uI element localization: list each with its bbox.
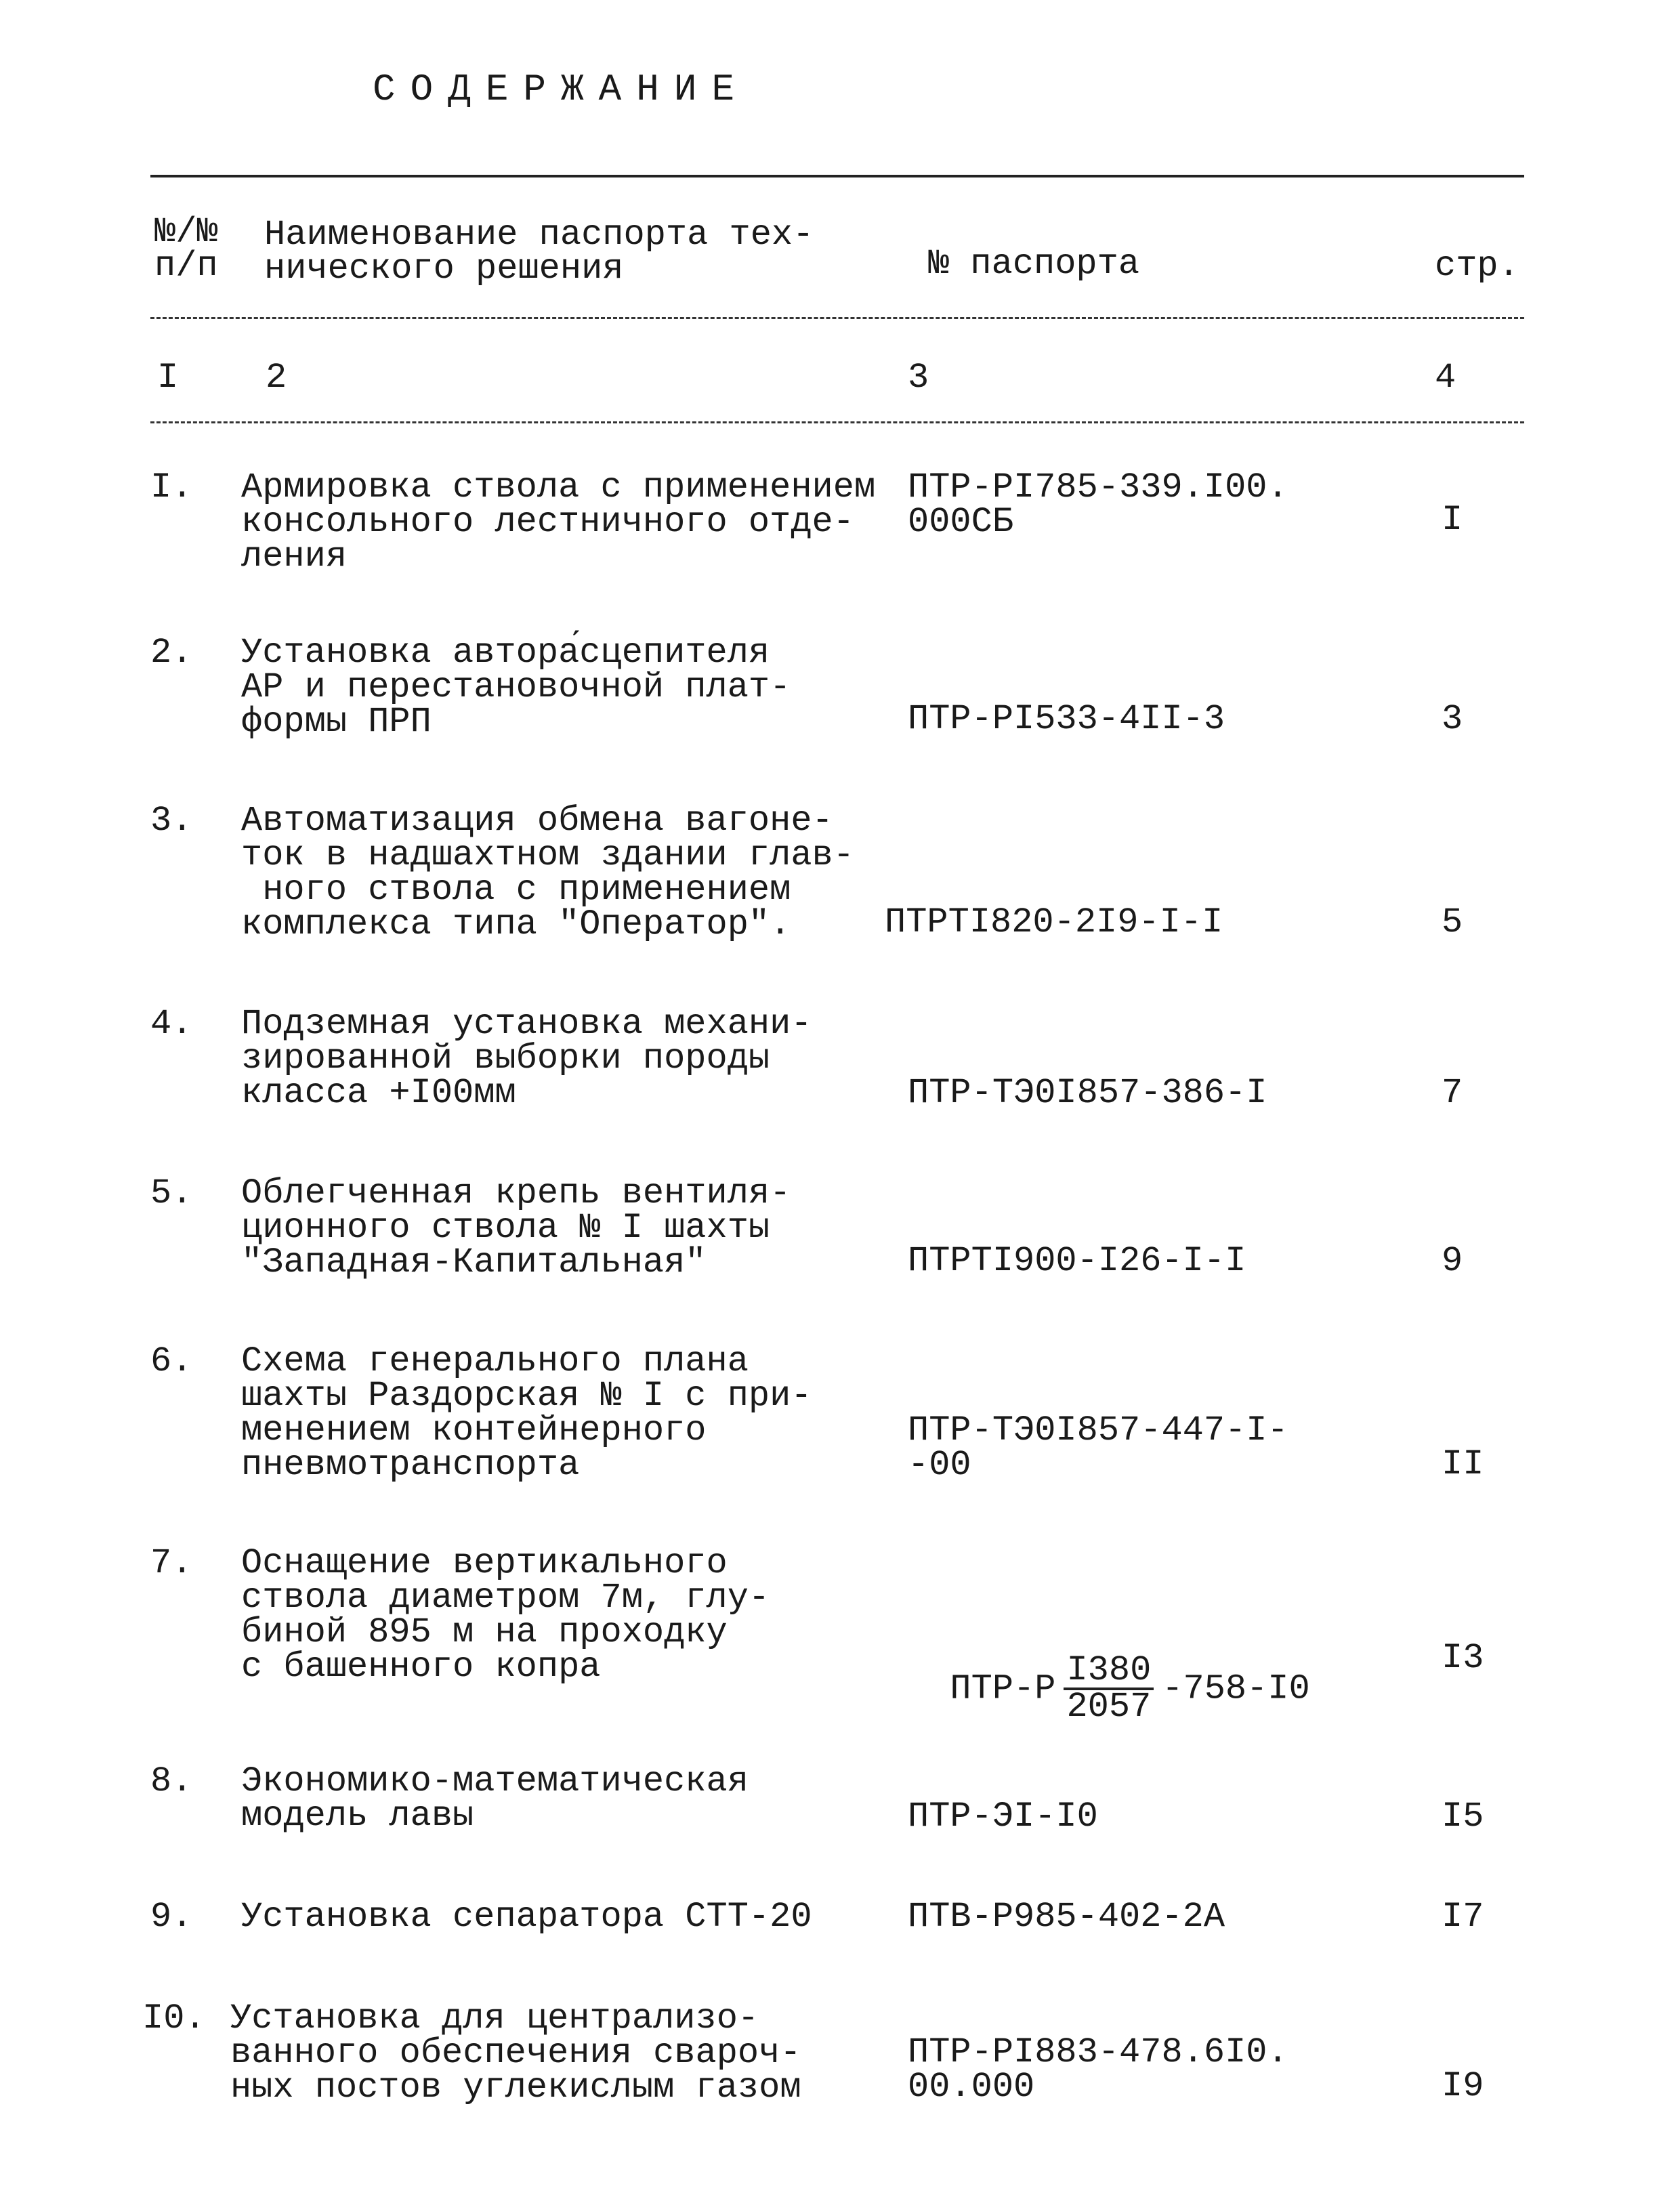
column-number-1: I: [157, 358, 179, 398]
entry-7-name: Оснащение вертикального ствола диаметром 7м, глу- биной 895 м на проходку с башенного копра: [241, 1543, 770, 1687]
entry-6-page: II: [1442, 1444, 1484, 1484]
entry-2-num: 2.: [150, 633, 193, 673]
entry-3-name: Автоматизация обмена вагоне- ток в надшахтном здании глав- ного ствола с применением комплекса типа "Оператор".: [241, 801, 854, 944]
column-number-2: 2: [266, 358, 287, 398]
entry-7-page: I3: [1442, 1638, 1484, 1678]
entry-8-passport: ПТР-ЭI-I0: [908, 1797, 1098, 1837]
entry-4-passport: ПТР-ТЭ0I857-386-I: [908, 1073, 1267, 1113]
entry-6-num: 6.: [150, 1341, 193, 1381]
entry-9-name: Установка сепаратора СТТ-20: [241, 1897, 812, 1937]
entry-1-page: I: [1442, 500, 1463, 540]
entry-9-passport: ПТВ-Р985-402-2А: [908, 1897, 1225, 1937]
entry-5-passport: ПТРТI900-I26-I-I: [908, 1241, 1246, 1281]
header-name: Наименование паспорта тех- нического решения: [264, 215, 814, 289]
entry-1-passport: ПТР-РI785-339.I00. 000СБ: [908, 467, 1288, 542]
entry-7-passport: [908, 1619, 1310, 1727]
entry-10-name: Установка для централизо- ванного обеспечения свароч- ных постов углекислым газом: [230, 1998, 801, 2108]
entry-5-page: 9: [1442, 1241, 1463, 1281]
header-rule: [150, 317, 1524, 319]
entry-3-page: 5: [1442, 902, 1463, 942]
entry-4-page: 7: [1442, 1073, 1463, 1113]
entry-2-page: 3: [1442, 699, 1463, 739]
page-title: СОДЕРЖАНИЕ: [373, 68, 750, 111]
entry-4-num: 4.: [150, 1004, 193, 1044]
entry-3-passport: ПТРТI820-2I9-I-I: [885, 902, 1223, 942]
entry-10-page: I9: [1442, 2066, 1484, 2106]
header-num: №/№ п/п: [154, 212, 218, 286]
entry-8-num: 8.: [150, 1761, 193, 1801]
entry-3-num: 3.: [150, 801, 193, 841]
entry-7-passport-prefix: ПТР-Р: [950, 1669, 1056, 1709]
entry-4-name: Подземная установка механи- зированной выборки породы класса +I00мм: [241, 1004, 812, 1113]
entry-5-name: Облегченная крепь вентиля- ционного ствола № I шахты "Западная-Капитальная": [241, 1173, 791, 1282]
entry-10-passport: ПТР-РI883-478.6I0. 00.000: [908, 2032, 1288, 2107]
entry-1-num: I.: [150, 467, 193, 507]
entry-8-name: Экономико-математическая модель лавы: [241, 1761, 749, 1836]
entry-7-passport-suffix: -758-I0: [1162, 1669, 1310, 1709]
entry-7-num: 7.: [150, 1543, 193, 1583]
entry-7-passport-numerator: I380: [1064, 1654, 1154, 1690]
entry-7-passport-fraction: [1064, 1650, 1154, 1727]
entry-10-num: I0.: [142, 1998, 206, 2038]
header-passport: № паспорта: [928, 244, 1140, 284]
entry-8-page: I5: [1442, 1797, 1484, 1837]
entry-1-name: Армировка ствола с применением консольного лестничного отде- ления: [241, 467, 876, 577]
column-numbers-rule: [150, 421, 1524, 423]
entry-2-passport: ПТР-РI533-4II-3: [908, 699, 1225, 739]
entry-9-page: I7: [1442, 1897, 1484, 1937]
entry-7-passport-denominator: 2057: [1066, 1687, 1152, 1727]
entry-9-num: 9.: [150, 1897, 193, 1937]
entry-6-name: Схема генерального плана шахты Раздорская № I с при- менением контейнерного пневмотранспорта: [241, 1341, 812, 1485]
header-page: стр.: [1435, 246, 1519, 286]
entry-6-passport: ПТР-ТЭ0I857-447-I- -00: [908, 1410, 1288, 1485]
entry-2-name: Установка автора́сцепителя АР и перестановочной плат- формы ПРП: [241, 633, 791, 742]
column-number-4: 4: [1435, 358, 1456, 398]
entry-5-num: 5.: [150, 1173, 193, 1213]
top-rule: [150, 175, 1524, 177]
column-number-3: 3: [908, 358, 929, 398]
